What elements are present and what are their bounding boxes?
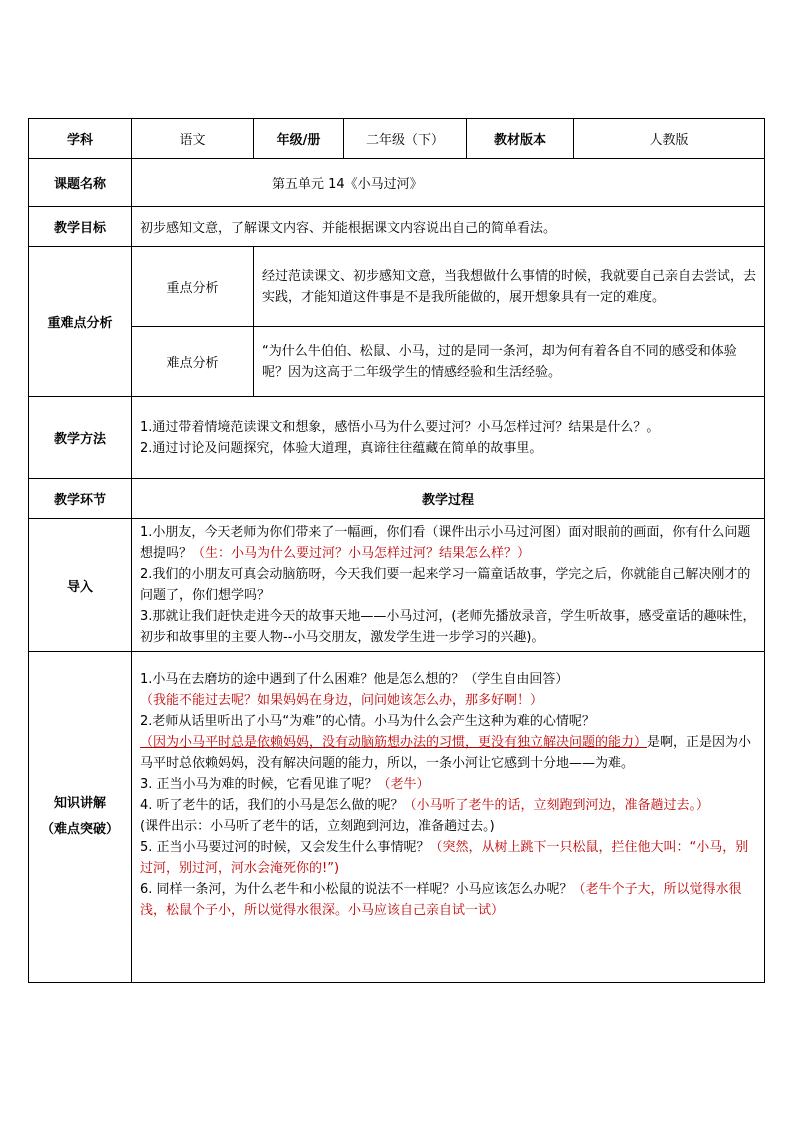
hard-analysis-row <box>29 327 765 397</box>
analysis-label: 重难点分析 <box>29 247 132 397</box>
knowledge-q4: 4. 听了老牛的话，我们的小马是怎么做的呢？（小马听了老牛的话，立刻跑到河边，准备趟过去。） <box>140 798 710 813</box>
subject-value: 语文 <box>132 119 254 159</box>
intro-paragraph: 3.那就让我们赶快走进今天的故事天地——小马过河，(老师先播放录音，学生听故事，感受童话的趣味性，初步和故事里的主要人物--小马交朋友，激发学生进一步学习的兴趣)。 <box>140 609 756 645</box>
intro-paragraph: 1.小朋友，今天老师为你们带来了一幅画，你们看（课件出示小马过河图）面对眼前的画面，你有什么问题想提吗？（生：小马为什么要过河？小马怎样过河？结果怎么样？） <box>140 525 751 561</box>
knowledge-label-cell <box>29 652 132 983</box>
hard-analysis-text: “为什么牛伯伯、松鼠、小马，过的是同一条河，却为何有着各自不同的感受和体验呢？因为这高于二年级学生的情感经验和生活经验。 <box>254 327 765 397</box>
intro-paragraph: 2.我们的小朋友可真会动脑筋呀，今天我们要一起来学习一篇童话故事，学完之后，你就能自己解决刚才的问题了，你们想学吗？ <box>140 567 751 603</box>
key-analysis-row <box>29 247 765 327</box>
knowledge-q2-answer: （因为小马平时总是依赖妈妈，没有动脑筋想办法的习惯，更没有独立解决问题的能力）是啊，正是因为小马平时总依赖妈妈，没有解决问题的能力，所以，一条小河让它感到十分地——为难。 <box>140 735 752 771</box>
process-value: 教学过程 <box>132 479 765 519</box>
knowledge-q1: 1.小马在去磨坊的途中遇到了什么困难？他是怎么想的？（学生自由回答） <box>140 672 569 687</box>
grade-value: 二年级（下） <box>344 119 467 159</box>
lesson-title-label: 课题名称 <box>29 159 132 207</box>
intro-label: 导入 <box>29 519 132 652</box>
knowledge-q1-answer: （我能不能过去呢？如果妈妈在身边，问问她该怎么办，那多好啊！） <box>140 693 544 708</box>
intro-row <box>29 519 765 652</box>
method-content <box>132 397 765 479</box>
knowledge-row <box>29 652 765 983</box>
hard-analysis-label: 难点分析 <box>132 327 254 397</box>
knowledge-q6: 6. 同样一条河，为什么老牛和小松鼠的说法不一样呢？小马应该怎么办呢？（老牛个子大，所以觉得水很浅，松鼠个子小，所以觉得水很深。小马应该自己亲自试一试） <box>140 882 742 918</box>
title-row <box>29 159 765 207</box>
knowledge-label: 知识讲解 <box>53 796 106 811</box>
method-item: 1.通过带着情境范读课文和想象，感悟小马为什么要过河？小马怎样过河？结果是什么？。 <box>140 419 660 435</box>
knowledge-q3: 3. 正当小马为难的时候，它看见谁了呢？（老牛） <box>140 777 430 792</box>
knowledge-content <box>132 652 765 983</box>
knowledge-sublabel: （难点突破） <box>40 822 119 837</box>
knowledge-q2: 2.老师从话里听出了小马“为难”的心情。小马为什么会产生这种为难的心情呢？ <box>140 714 595 729</box>
goal-value: 初步感知文意，了解课文内容、并能根据课文内容说出自己的简单看法。 <box>132 207 765 247</box>
process-header-row <box>29 479 765 519</box>
goal-row <box>29 207 765 247</box>
subject-label: 学科 <box>29 119 132 159</box>
lesson-plan-table <box>28 118 765 983</box>
key-analysis-text: 经过范读课文、初步感知文意，当我想做什么事情的时候，我就要自己亲自去尝试，去实践，才能知道这件事是不是我所能做的，展开想象具有一定的难度。 <box>254 247 765 327</box>
edition-value: 人教版 <box>574 119 765 159</box>
process-label: 教学环节 <box>29 479 132 519</box>
header-row <box>29 119 765 159</box>
knowledge-q4-note: (课件出示：小马听了老牛的话，立刻跑到河边，准备趟过去。) <box>140 819 495 834</box>
knowledge-q5: 5. 正当小马要过河的时候，又会发生什么事情呢？（突然，从树上跳下一只松鼠，拦住他大叫：“小马，别过河，别过河，河水会淹死你的!”) <box>140 840 749 876</box>
goal-label: 教学目标 <box>29 207 132 247</box>
intro-content <box>132 519 765 652</box>
method-row <box>29 397 765 479</box>
method-item: 2.通过讨论及问题探究，体验大道理，真谛往往蕴藏在简单的故事里。 <box>140 440 543 456</box>
key-analysis-label: 重点分析 <box>132 247 254 327</box>
grade-label: 年级/册 <box>254 119 344 159</box>
method-label: 教学方法 <box>29 397 132 479</box>
lesson-title-value: 第五单元 14《小马过河》 <box>132 159 765 207</box>
edition-label: 教材版本 <box>467 119 574 159</box>
